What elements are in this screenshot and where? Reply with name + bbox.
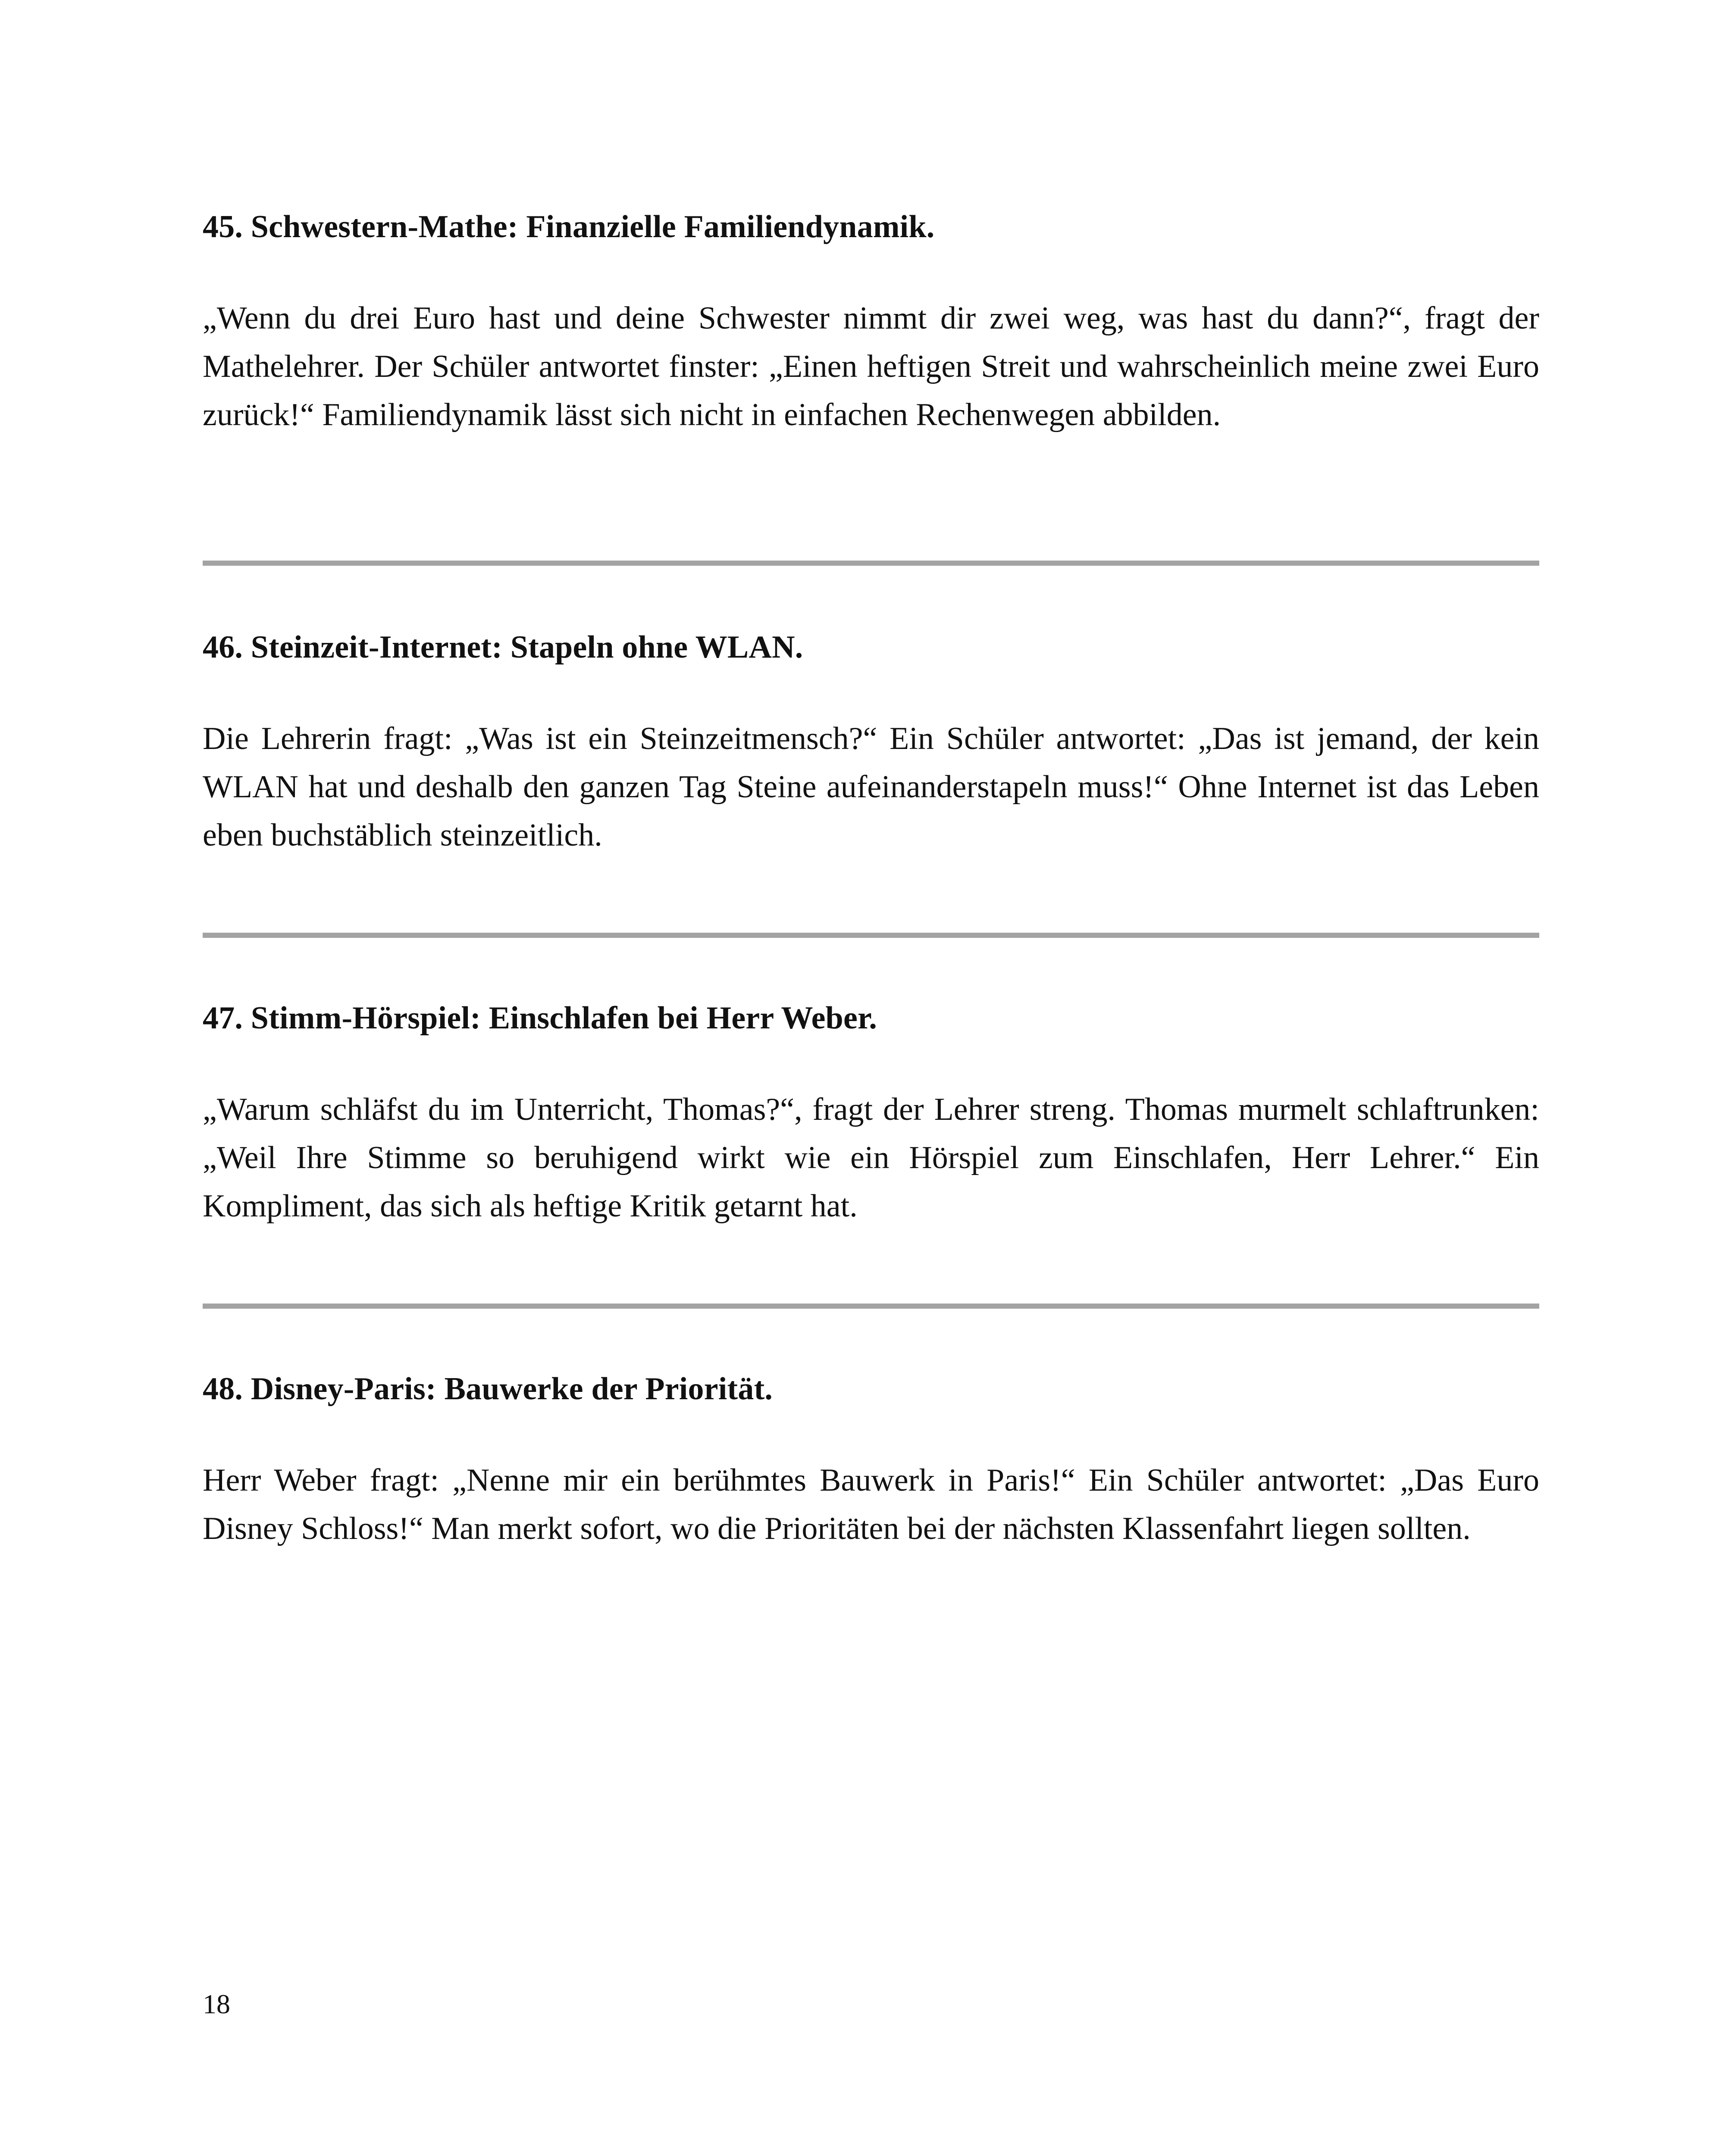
section-divider	[203, 1304, 1539, 1309]
entry-title: 48. Disney-Paris: Bauwerke der Priorität.	[203, 1371, 773, 1407]
page-number: 18	[203, 1989, 230, 2019]
document-page	[203, 0, 1539, 2156]
entry-title: 47. Stimm-Hörspiel: Einschlafen bei Herr Weber.	[203, 1000, 877, 1036]
joke-entry-45	[203, 203, 1539, 439]
entry-body: Herr Weber fragt: „Nenne mir ein berühmtes Bauwerk in Paris!“ Ein Schüler antwortet: „Das Euro Disney Schloss!“ Man merkt sofort, wo die Prioritäten bei der nächsten Klassenfahrt liegen sollten.	[203, 1463, 1539, 1546]
entry-body: „Wenn du drei Euro hast und deine Schwester nimmt dir zwei weg, was hast du dann?“, fragt der Mathelehrer. Der Schüler antwortet finster: „Einen heftigen Streit und wahrscheinlich meine zwei Euro zurück!“ Familiendynamik lässt sich nicht in einfachen Rechenwegen abbilden.	[203, 301, 1539, 432]
entry-body: Die Lehrerin fragt: „Was ist ein Steinzeitmensch?“ Ein Schüler antwortet: „Das ist jemand, der kein WLAN hat und deshalb den ganzen Tag Steine aufeinanderstapeln muss!“ Ohne Internet ist das Leben eben buchstäblich steinzeitlich.	[203, 721, 1539, 853]
entry-title: 45. Schwestern-Mathe: Finanzielle Familiendynamik.	[203, 209, 935, 244]
section-divider	[203, 561, 1539, 566]
entry-title: 46. Steinzeit-Internet: Stapeln ohne WLAN.	[203, 630, 803, 665]
joke-entry-46	[203, 623, 1539, 859]
entry-body: „Warum schläfst du im Unterricht, Thomas?“, fragt der Lehrer streng. Thomas murmelt schlaftrunken: „Weil Ihre Stimme so beruhigend wirkt wie ein Hörspiel zum Einschlafen, Herr Lehrer.“ Ein Kompliment, das sich als heftige Kritik getarnt hat.	[203, 1092, 1539, 1224]
section-divider	[203, 933, 1539, 938]
joke-entry-48	[203, 1365, 1539, 1553]
joke-entry-47	[203, 994, 1539, 1230]
